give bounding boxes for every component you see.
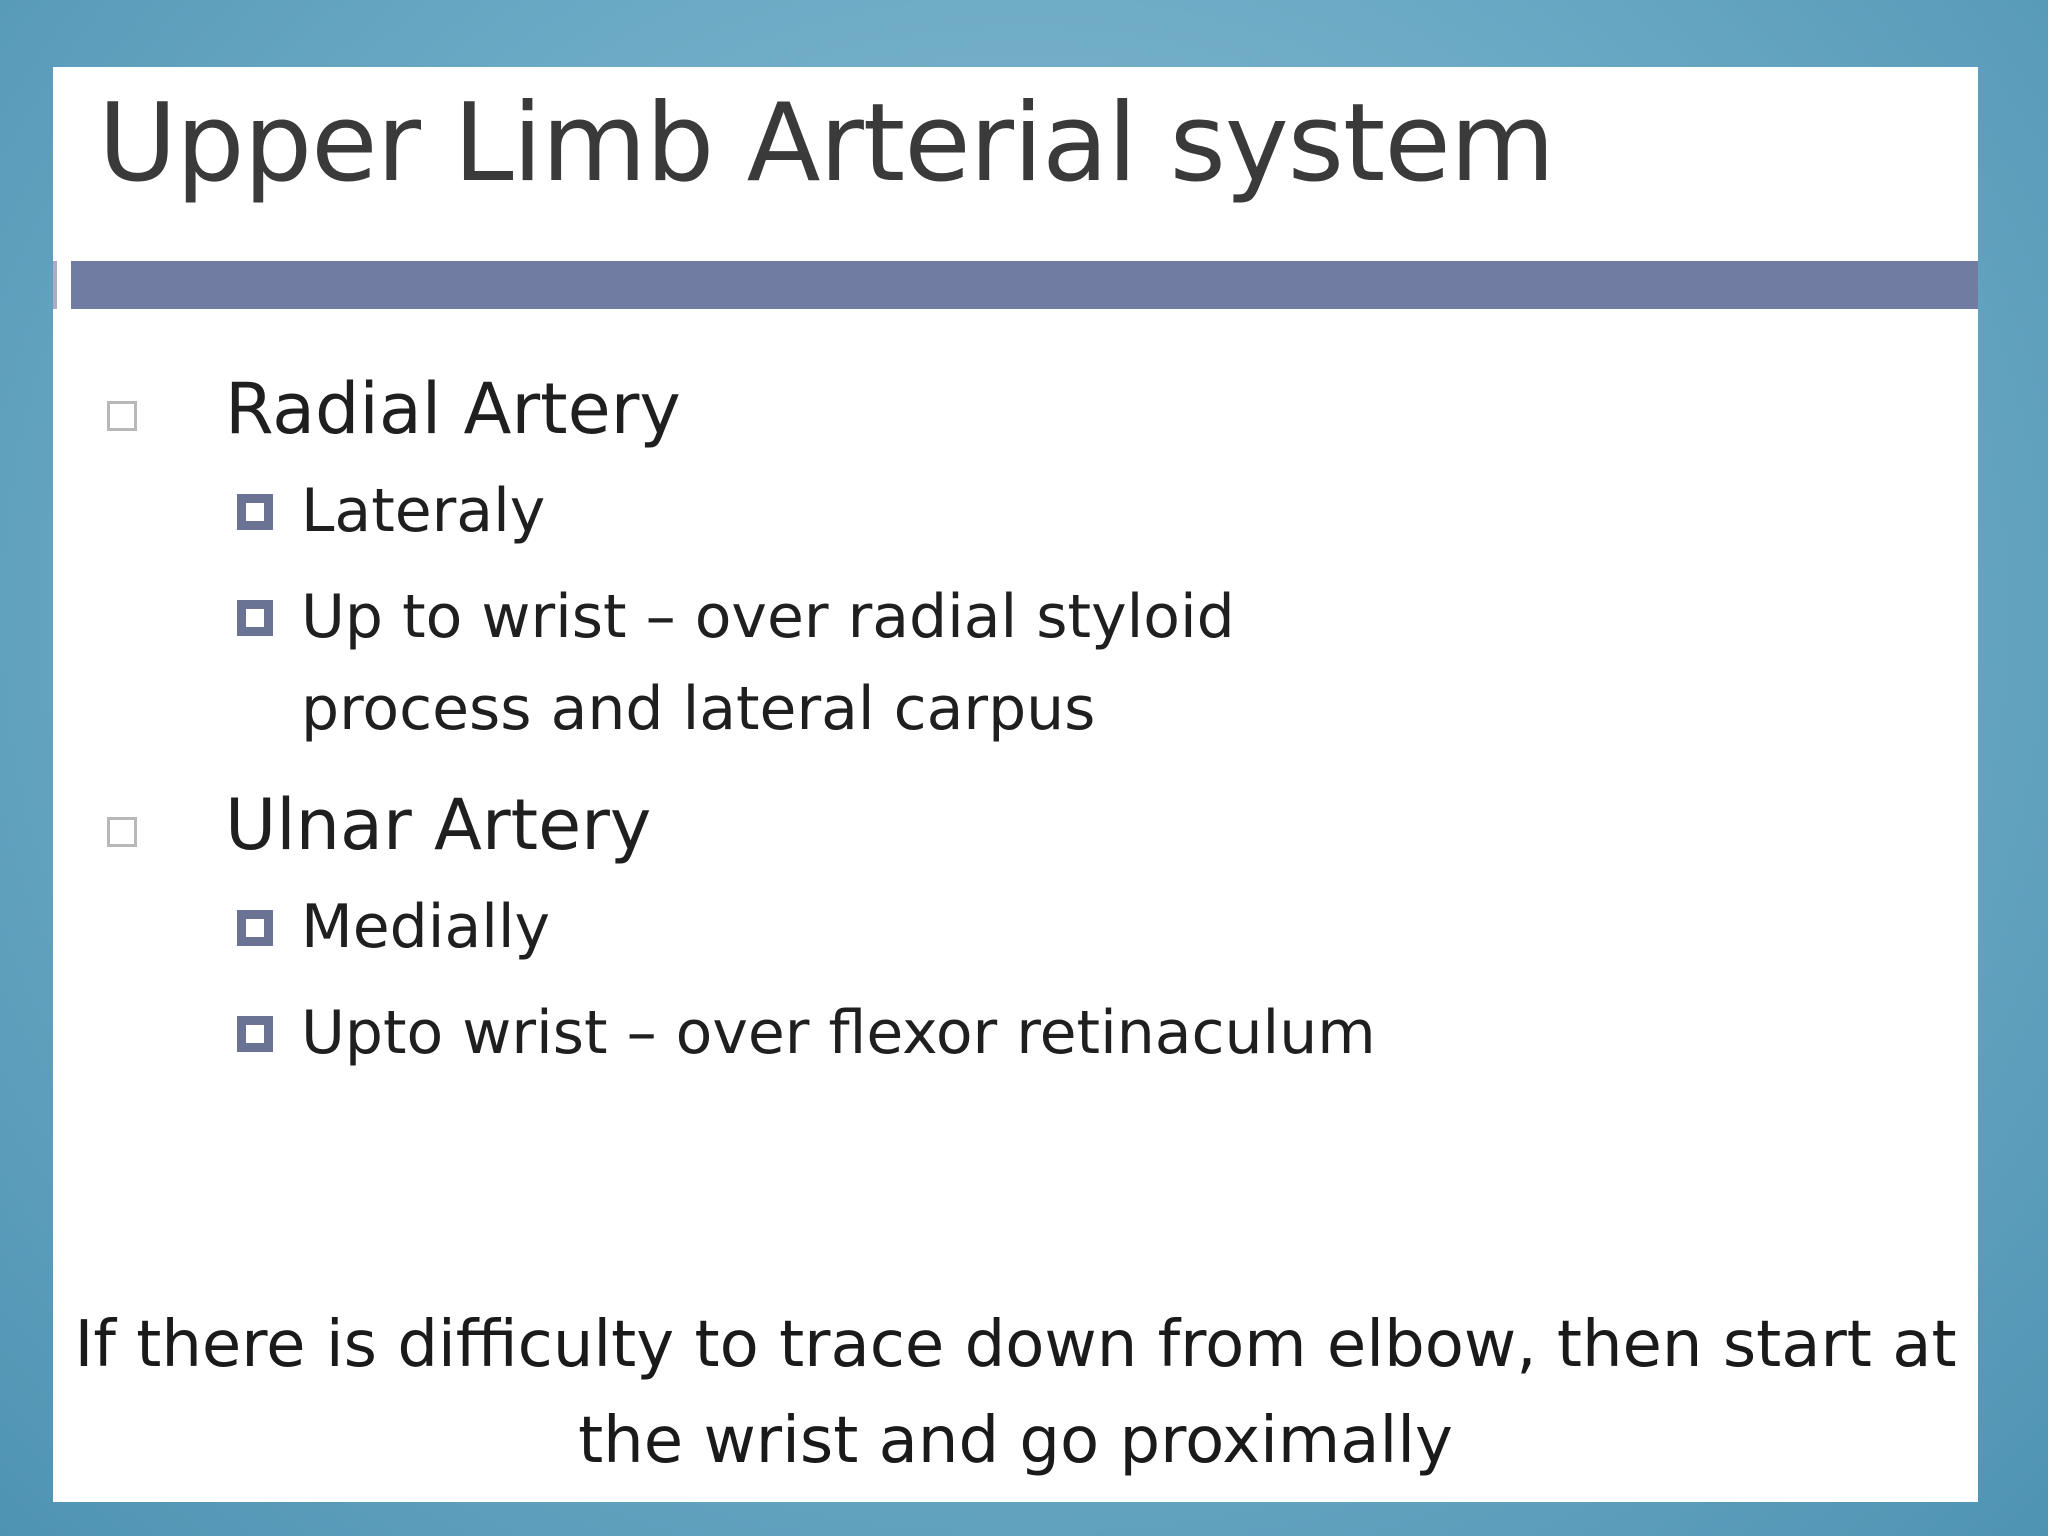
square-bullet-icon [237, 600, 273, 636]
square-bullet-icon [237, 910, 273, 946]
section-heading-label: Ulnar Artery [225, 784, 652, 866]
sub-point-label: Upto wrist – over flexor retinaculum [301, 998, 1376, 1068]
slide [53, 67, 1978, 1502]
sub-point-label: Up to wrist – over radial styloid process and lateral carpus [301, 582, 1235, 744]
sub-point-radial-wrist [101, 571, 1341, 769]
sub-point-lateraly [101, 465, 1901, 571]
sub-point-label: Lateraly [301, 476, 546, 546]
hollow-square-bullet-icon [107, 401, 137, 431]
square-bullet-icon [237, 494, 273, 530]
section-heading-label: Radial Artery [225, 368, 681, 450]
hollow-square-bullet-icon [107, 817, 137, 847]
title-divider-bar [71, 261, 1978, 309]
section-heading-ulnar [101, 769, 1901, 881]
title-bar-edge [53, 261, 57, 309]
square-bullet-icon [237, 1016, 273, 1052]
bullet-list [101, 353, 1901, 1093]
slide-title: Upper Limb Arterial system [98, 81, 1555, 206]
sub-point-medially [101, 881, 1901, 987]
slide-note: If there is difficulty to trace down from elbow, then start at the wrist and go proximally [74, 1308, 1957, 1478]
section-heading-radial [101, 353, 1901, 465]
sub-point-label: Medially [301, 892, 551, 962]
sub-point-ulnar-wrist [101, 987, 1901, 1093]
